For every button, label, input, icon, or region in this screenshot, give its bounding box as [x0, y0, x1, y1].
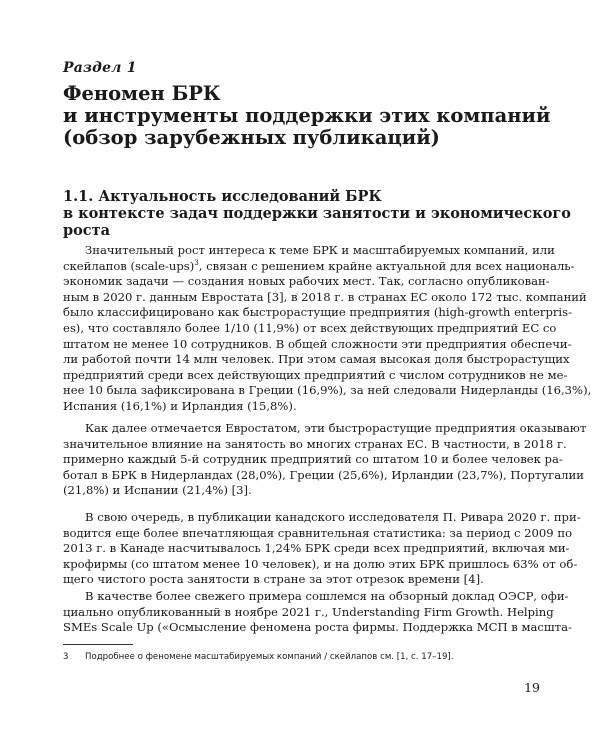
- paragraph-line: ным в 2020 г. данным Евростата [3], в 2018 г. в странах ЕС около 172 тыс. компаний: [63, 289, 587, 304]
- paragraph-line-rest: , связан с решением крайне актуальной для всех националь-: [198, 258, 575, 273]
- paragraph-line: нее 10 была зафиксирована в Греции (16,9%), за ней следовали Нидерланды (16,3%),: [63, 383, 592, 398]
- paragraph-line: водится еще более впечатляющая сравнительная статистика: за период с 2009 по: [63, 525, 573, 540]
- paragraph-line: Как далее отмечается Евростатом, эти быстрорастущие предприятия оказывают: [85, 421, 587, 435]
- section-title-line-1: Феномен БРК: [63, 82, 221, 105]
- section-title: [63, 82, 551, 149]
- paragraph-line: es), что составляло более 1/10 (11,9%) от всех действующих предприятий ЕС со: [63, 320, 557, 335]
- page-number: 19: [524, 680, 540, 695]
- subsection-title-line-3: роста: [63, 222, 111, 239]
- paragraph-line: крофирмы (со штатом менее 10 человек), и на долю этих БРК пришлось 63% от об-: [63, 556, 578, 571]
- paragraph-2: [63, 421, 587, 499]
- paragraph-line: предприятий среди всех действующих предприятий с числом сотрудников не ме-: [63, 367, 568, 382]
- paragraph-line: ботал в БРК в Нидерландах (28,0%), Греции (25,6%), Ирландии (23,7%), Португалии: [63, 467, 584, 482]
- paragraph-line: [63, 258, 575, 275]
- section-title-line-3: (обзор зарубежных публикаций): [63, 126, 440, 149]
- paragraph-line: было классифицировано как быстрорастущие предприятия (high-growth enterpris-: [63, 305, 573, 320]
- paragraph-line: экономик задачи — создания новых рабочих мест. Так, согласно опубликован-: [63, 274, 550, 289]
- footnote-divider: [63, 644, 133, 645]
- paragraph-line: щего чистого роста занятости в стране за этот отрезок времени [4].: [63, 572, 484, 587]
- paragraph-line: 2013 г. в Канаде насчитывалось 1,24% БРК среди всех предприятий, включая ми-: [63, 541, 570, 556]
- paragraph-line: Испания (16,1%) и Ирландия (15,8%).: [63, 398, 297, 413]
- paragraph-4: [63, 589, 572, 636]
- paragraph-line: ли работой почти 14 млн человек. При этом самая высокая доля быстрорастущих: [63, 352, 570, 367]
- footnote-number: 3: [63, 652, 69, 662]
- paragraph-1: [63, 243, 592, 415]
- section-label: Раздел 1: [63, 60, 137, 76]
- paragraph-line: Значительный рост интереса к теме БРК и масштабируемых компаний, или: [85, 243, 555, 257]
- paragraph-line: (21,8%) и Испании (21,4%) [3].: [63, 483, 252, 498]
- section-title-line-2: и инструменты поддержки этих компаний: [63, 104, 551, 127]
- subsection-title: [63, 188, 571, 239]
- paragraph-line: В качестве более свежего примера сошлемся на обзорный доклад ОЭСР, офи-: [85, 589, 569, 603]
- paragraph-line: SMEs Scale Up («Осмысление феномена роста фирмы. Поддержка МСП в масшта-: [63, 620, 572, 635]
- footnote: [63, 651, 540, 663]
- subsection-title-line-2: в контексте задач поддержки занятости и экономического: [63, 205, 571, 222]
- footnote-reference[interactable]: 3: [194, 258, 199, 267]
- paragraph-line: циально опубликованный в ноябре 2021 г., Understanding Firm Growth. Helping: [63, 604, 554, 619]
- paragraph-line-start: скейлапов (scale-ups): [63, 258, 195, 273]
- paragraph-line: штатом не менее 10 сотрудников. В общей сложности эти предприятия обеспечи-: [63, 336, 572, 351]
- subsection-title-line-1: 1.1. Актуальность исследований БРК: [63, 188, 382, 205]
- paragraph-line: примерно каждый 5-й сотрудник предприятий со штатом 10 и более человек ра-: [63, 452, 563, 467]
- footnote-text: Подробнее о феномене масштабируемых компаний / скейлапов см. [1, с. 17–19].: [85, 652, 454, 662]
- paragraph-line: В свою очередь, в публикации канадского исследователя П. Ривара 2020 г. при-: [85, 510, 581, 524]
- paragraph-line: значительное влияние на занятость во многих странах ЕС. В частности, в 2018 г.: [63, 436, 567, 451]
- paragraph-3: [63, 510, 581, 588]
